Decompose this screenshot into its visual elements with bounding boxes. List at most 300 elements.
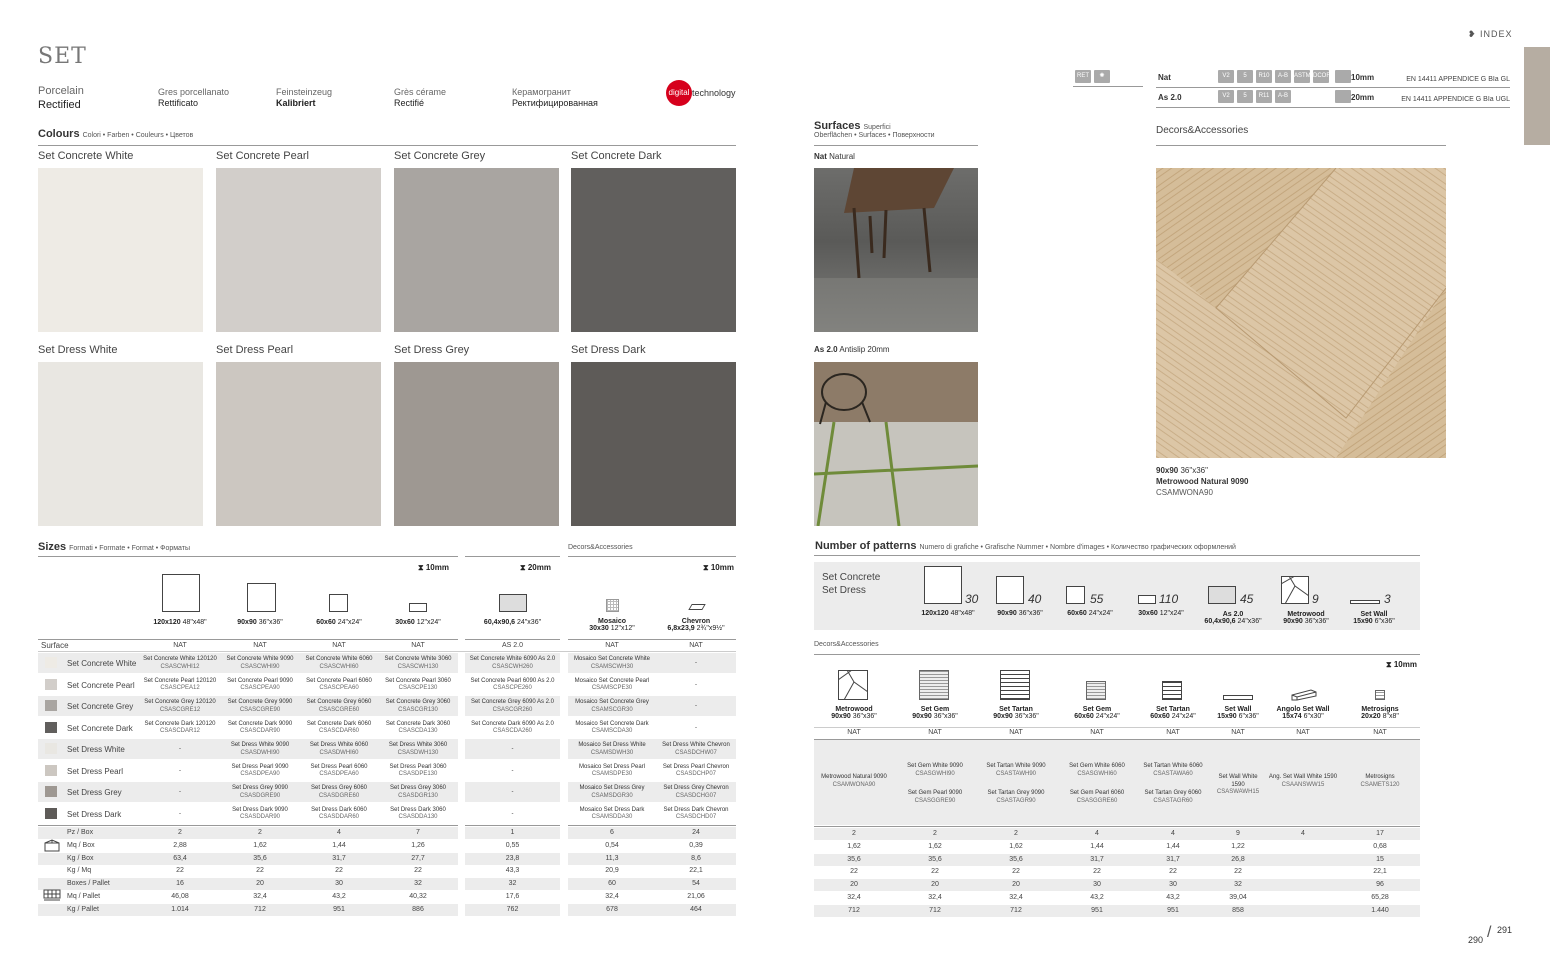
- product-code: CSAMETS120: [1360, 781, 1400, 788]
- product-name: -: [511, 789, 514, 795]
- table-cell: [465, 721, 560, 736]
- colours-heading: [38, 128, 193, 140]
- packing-value: 21,06: [687, 893, 705, 900]
- pattern-format-size: [1203, 618, 1263, 625]
- table-cell: [221, 807, 299, 822]
- swatch-label: Set Dress Pearl: [216, 344, 294, 356]
- packing-value: 32,4: [253, 893, 267, 900]
- product-name: Set Tartan White 9090: [986, 763, 1046, 769]
- packing-value: 32,4: [605, 893, 619, 900]
- acc-code-cell: [895, 790, 975, 805]
- product-name: Set Concrete Grey 9090: [227, 699, 293, 705]
- acc-size: [895, 713, 975, 720]
- acc-code-cell: [814, 774, 894, 789]
- product-code: CSASCGRE90: [239, 706, 281, 713]
- product-name: Set Dress White 6060: [309, 742, 369, 748]
- table-cell: [221, 699, 299, 714]
- acc-size: [1340, 713, 1420, 720]
- product-code: CSASCGR260: [492, 706, 533, 713]
- format-size: [568, 625, 656, 632]
- product-code: CSASCWHI90: [240, 663, 280, 670]
- size-value: 60x60: [1150, 713, 1170, 720]
- packing-value: 678: [606, 905, 618, 913]
- acc-code-cell: [1134, 763, 1212, 778]
- nat-label: Nat: [814, 152, 827, 161]
- acc-code-cell: [1057, 790, 1137, 805]
- size-inch: 48"x48": [950, 610, 975, 617]
- table-cell: [221, 656, 299, 671]
- acc-size: [1265, 713, 1341, 720]
- packing-value: 35,6: [253, 854, 267, 862]
- product-code: CSASCDAR90: [239, 728, 280, 734]
- acc-format-label: [1265, 706, 1341, 720]
- swatch-label: Set Concrete Pearl: [216, 150, 309, 162]
- packing-value: 17,6: [505, 893, 520, 900]
- set-tartan-90-icon: [1000, 670, 1030, 700]
- table-cell: [140, 789, 220, 797]
- side-tab[interactable]: [1524, 47, 1550, 145]
- product-name: Set Concrete White 120120: [143, 656, 217, 662]
- cert-icon: A-B: [1275, 70, 1291, 83]
- acc-surface-cell: NAT: [1296, 729, 1310, 736]
- acc-surface-cell: NAT: [1373, 729, 1387, 736]
- row-name: Set Dress Dark: [67, 809, 122, 819]
- packing-value: 6: [610, 829, 614, 836]
- size-inch: 6"x36": [1374, 618, 1395, 625]
- format-label: [465, 619, 560, 626]
- series-name: Set Dress: [822, 585, 866, 596]
- digital-icon: ✺: [1094, 70, 1110, 83]
- acc-surface-cell: NAT: [1166, 729, 1180, 736]
- format-shape-120x120: [162, 574, 200, 612]
- surface-cell: NAT: [605, 642, 619, 649]
- packing-value: 1.014: [171, 905, 189, 913]
- acc-packing-value: 951: [1091, 906, 1103, 914]
- table-cell: [655, 785, 737, 800]
- size-inch: 36"x36": [852, 713, 877, 720]
- acc-size: [814, 713, 894, 720]
- cert-icon: DCOF: [1313, 70, 1329, 83]
- product-name: Mosaico Set Dress Pearl: [578, 763, 646, 770]
- packing-value: 27,7: [411, 854, 425, 862]
- table-cell: [465, 678, 560, 693]
- packing-value: 16: [176, 880, 184, 888]
- cert-icon: R10: [1256, 70, 1272, 83]
- page-number-right: 291: [1497, 925, 1513, 935]
- format-size-value: 90x90: [237, 619, 257, 626]
- pattern-format-size: [1276, 618, 1336, 625]
- decors-title: Decors&Accessories: [1156, 125, 1249, 136]
- colour-swatch: [38, 168, 203, 332]
- acc-code-cell: [976, 763, 1056, 778]
- product-code: CSASCDAR12: [159, 728, 200, 734]
- product-code: CSASGGRE60: [1076, 797, 1118, 804]
- product-name: Set Concrete Pearl 6090 As 2.0: [470, 677, 555, 684]
- table-cell: [300, 678, 378, 693]
- product-name: -: [695, 660, 697, 666]
- table-cell: [140, 746, 220, 754]
- product-name: Set Gem White 6060: [1069, 763, 1125, 769]
- table-cell: [300, 785, 378, 800]
- product-code: CSASTAWH90: [995, 770, 1036, 777]
- table-cell: [379, 699, 457, 714]
- format-size-inch: 12"x24": [416, 619, 441, 626]
- swatch-label: Set Concrete White: [38, 150, 134, 162]
- format-size-value: 30x60: [395, 619, 415, 626]
- table-cell: [221, 721, 299, 736]
- table-cell: [655, 725, 737, 733]
- packing-value: 0,55: [505, 841, 520, 849]
- colour-chip: [45, 722, 57, 733]
- cert-icon: A-B: [1275, 90, 1291, 103]
- acc-packing-value: 858: [1232, 906, 1244, 914]
- product-name: -: [695, 681, 697, 688]
- product-name: -: [179, 810, 181, 817]
- packing-value: 951: [333, 905, 345, 913]
- product-name: Set Tartan Grey 6060: [1144, 790, 1202, 796]
- packing-value: 22,1: [689, 867, 703, 875]
- product-name: Set Concrete Pearl 120120: [143, 677, 217, 684]
- acc-packing-value: 96: [1376, 881, 1384, 889]
- colour-chip: [45, 786, 57, 797]
- size-value: 15x90: [1353, 618, 1373, 625]
- product-code: CSASCDA260: [492, 728, 533, 734]
- thickness-10mm-decor-label: ⧗ 10mm: [703, 563, 734, 572]
- product-name: -: [695, 724, 697, 731]
- acc-code-cell: [1134, 790, 1212, 805]
- packing-value: 46,08: [171, 893, 189, 900]
- lang-line: Feinsteinzeug: [276, 87, 333, 97]
- packing-value: 1,44: [332, 841, 346, 849]
- product-code: CSASDDAR60: [318, 814, 359, 820]
- acc-surface-cell: NAT: [1231, 729, 1245, 736]
- acc-packing-value: 30: [1093, 881, 1101, 889]
- table-cell: [568, 785, 656, 800]
- product-code: CSAMSCPE30: [591, 685, 633, 691]
- acc-packing-value: 22: [850, 868, 858, 876]
- acc-packing-value: 22,1: [1373, 868, 1387, 876]
- lang-line: Kalibriert: [276, 98, 316, 108]
- packing-value: 32: [508, 880, 517, 888]
- row-name: Set Dress Pearl: [67, 766, 124, 776]
- product-code: CSASWAWH15: [1216, 789, 1260, 795]
- sizes-decors-label: Decors&Accessories: [568, 544, 633, 551]
- acc-code-cell: [1340, 774, 1420, 789]
- packing-value: 43,3: [505, 867, 520, 875]
- metrowood-photo: [1156, 168, 1446, 458]
- pattern-count: 45: [1240, 592, 1254, 606]
- packing-value: 43,2: [332, 893, 346, 900]
- cert-icon: 5: [1237, 70, 1253, 83]
- acc-packing-value: 43,2: [1090, 894, 1104, 901]
- product-name: Set Dress Grey Chevron: [663, 785, 729, 791]
- pattern-format-name: Set Wall: [1360, 611, 1388, 618]
- acc-code-cell: [895, 763, 975, 778]
- format-label: [221, 619, 299, 626]
- table-cell: [655, 682, 737, 690]
- surface-cell: AS 2.0: [501, 642, 523, 649]
- format-size-value: 30x30: [589, 625, 609, 632]
- product-code: CSASCDAR60: [318, 728, 359, 734]
- size-value: 60x60: [1074, 713, 1094, 720]
- format-size-inch: 24"x24": [337, 619, 362, 626]
- pattern-count: 3: [1384, 592, 1391, 606]
- product-name: Set Tartan White 6060: [1143, 763, 1203, 769]
- acc-packing-value: 4: [1095, 830, 1099, 837]
- acc-packing-value: 951: [1167, 906, 1179, 914]
- table-cell: [379, 807, 457, 822]
- table-cell: [568, 764, 656, 779]
- nat-surface-photo: [814, 168, 978, 332]
- acc-decors-label: Decors&Accessories: [814, 641, 879, 648]
- acc-packing-value: 43,2: [1166, 894, 1180, 901]
- product-code: CSASCGRE12: [159, 706, 201, 713]
- thickness-10mm-label: ⧗ 10mm: [418, 563, 449, 572]
- swatch-label: Set Concrete Grey: [394, 150, 486, 162]
- patterns-subtitle: Numero di grafiche • Grafische Nummer • Nombre d'images • Количество графических оформлений: [919, 544, 1236, 551]
- lang-line: Grès cérame: [394, 87, 447, 97]
- size-inch: 36"x36": [1304, 618, 1329, 625]
- product-code: CSASGWHI60: [1077, 770, 1117, 777]
- table-cell: [379, 656, 457, 671]
- cert-thickness: 10mm: [1351, 73, 1375, 82]
- acc-packing-value: 2: [852, 830, 856, 837]
- packing-value: 4: [337, 829, 341, 836]
- product-name: Mosaico Set Concrete Grey: [575, 699, 649, 705]
- product-code: CSASGGRE90: [914, 797, 956, 804]
- table-cell: [465, 811, 560, 819]
- acc-format-label: [895, 706, 975, 720]
- size-value: 90x90: [912, 713, 932, 720]
- acc-packing-value: 4: [1171, 830, 1175, 837]
- colour-swatch: [394, 362, 559, 526]
- acc-name: Set Gem: [920, 706, 950, 713]
- packing-value: 2: [258, 829, 262, 836]
- lang-col-it: [158, 87, 229, 109]
- size-inch: 24"x24": [1171, 713, 1196, 720]
- product-name: Set Dress White 9090: [230, 742, 290, 748]
- swatch-label: Set Concrete Dark: [571, 150, 662, 162]
- page-number-left: 290: [1468, 935, 1484, 945]
- product-name: Set Tartan Grey 9090: [987, 790, 1045, 796]
- pattern-shape-metrowood: [1281, 576, 1309, 604]
- table-cell: [140, 768, 220, 776]
- product-code: CSASDCHP07: [675, 771, 716, 777]
- product-name: Set Gem White 9090: [907, 763, 963, 769]
- product-code: CSASDGRE60: [318, 792, 360, 799]
- thickness-icon: [1335, 90, 1351, 103]
- surfaces-subtitle-2: Oberflächen • Surfaces • Поверхности: [814, 132, 935, 139]
- pattern-shape-3060: [1138, 595, 1156, 604]
- acc-thickness-label: ⧗ 10mm: [1386, 660, 1417, 669]
- table-cell: [655, 742, 737, 757]
- product-name: Set Gem Pearl 9090: [907, 790, 963, 796]
- acc-packing-value: 22: [1234, 868, 1242, 876]
- product-name: Mosaico Set Concrete Pearl: [574, 677, 650, 684]
- acc-format-label: [1134, 706, 1212, 720]
- product-code: CSAANSWW15: [1281, 781, 1325, 788]
- pattern-format: [1131, 610, 1191, 617]
- product-name: Set Dress Pearl Chevron: [662, 763, 730, 770]
- pattern-format: [1276, 611, 1336, 625]
- pattern-format: [990, 610, 1050, 617]
- product-code: CSASTAGR60: [1153, 797, 1193, 804]
- table-cell: [140, 721, 220, 736]
- table-cell: [465, 656, 560, 671]
- patterns-title: Number of patterns: [815, 540, 917, 552]
- thickness-value: 10mm: [425, 563, 449, 572]
- pattern-shape-as: [1208, 586, 1236, 604]
- sizes-heading: [38, 541, 190, 553]
- packing-value: 1,62: [253, 841, 267, 849]
- table-cell: [300, 699, 378, 714]
- surface-header: Surface: [41, 641, 69, 650]
- thickness-value: 10mm: [710, 563, 734, 572]
- page-title: SET: [38, 44, 87, 69]
- product-name: Set Concrete White 3060: [384, 656, 452, 662]
- table-cell: [379, 764, 457, 779]
- acc-format-label: [1212, 706, 1264, 720]
- pattern-shape-60: [1066, 586, 1085, 604]
- product-name: Set Concrete Dark 120120: [144, 720, 216, 727]
- acc-code-cell: [1057, 763, 1137, 778]
- cert-icon: V2: [1218, 70, 1234, 83]
- packing-value: 0,39: [689, 841, 703, 849]
- acc-packing-value: 1,22: [1231, 842, 1245, 850]
- pattern-format: [1060, 610, 1120, 617]
- cert-surface: Nat: [1158, 73, 1171, 82]
- acc-packing-value: 712: [848, 906, 860, 914]
- acc-packing-value: 1,44: [1166, 842, 1180, 850]
- acc-packing-value: 0,68: [1373, 842, 1387, 850]
- surfaces-subtitle: Superfici: [863, 124, 891, 131]
- table-cell: [221, 742, 299, 757]
- index-link[interactable]: ❥ INDEX: [1468, 29, 1513, 39]
- pattern-count: 30: [965, 592, 979, 606]
- ret-icon: RET: [1075, 70, 1091, 83]
- acc-packing-value: 65,28: [1371, 894, 1389, 901]
- pattern-shape-120: [924, 566, 962, 604]
- product-code: CSASCWH130: [397, 663, 439, 670]
- product-name: Set Dress Pearl 3060: [389, 763, 447, 770]
- packing-value: 11,3: [605, 854, 619, 862]
- size-value: 15x90: [1217, 713, 1237, 720]
- decor-name: Metrowood Natural 9090: [1156, 477, 1249, 486]
- format-size-value: 6,8x23,9: [667, 625, 695, 632]
- product-code: CSASCGRE60: [318, 706, 360, 713]
- format-shape-mosaico: [606, 599, 619, 612]
- table-cell: [300, 742, 378, 757]
- acc-packing-value: 1,62: [928, 842, 942, 850]
- table-cell: [655, 764, 737, 779]
- product-code: CSASCPE260: [493, 685, 532, 691]
- acc-packing-value: 2: [1014, 830, 1018, 837]
- acc-name: Metrowood: [835, 706, 873, 713]
- acc-packing-value: 22: [931, 868, 939, 876]
- metrowood-icon: [838, 670, 868, 700]
- swatch-label: Set Dress Grey: [394, 344, 470, 356]
- table-cell: [465, 789, 560, 797]
- format-size-value: 60x60: [316, 619, 336, 626]
- size-inch: 12"x24": [1159, 610, 1184, 617]
- set-wall-icon: [1223, 695, 1253, 700]
- product-name: Ang. Set Wall White 1590: [1268, 774, 1338, 780]
- pattern-format: [918, 610, 978, 617]
- packing-label: Kg / Box: [67, 854, 94, 862]
- pattern-count: 40: [1028, 592, 1042, 606]
- packing-value: 31,7: [332, 854, 346, 862]
- format-label: [300, 619, 378, 626]
- format-size-inch: 24"x36": [517, 619, 542, 626]
- row-name: Set Concrete Pearl: [67, 680, 135, 690]
- table-cell: [221, 764, 299, 779]
- table-cell: [655, 807, 737, 822]
- format-shape-60x60: [329, 594, 348, 612]
- acc-surface-cell: NAT: [847, 729, 861, 736]
- sizes-subtitle: Formati • Formate • Format • Форматы: [69, 545, 191, 552]
- table-cell: [379, 678, 457, 693]
- acc-packing-value: 22: [1169, 868, 1177, 876]
- cert-thickness: 20mm: [1351, 93, 1375, 102]
- product-code: CSASDCHD07: [675, 814, 717, 820]
- product-code: CSASGWHI90: [915, 770, 955, 777]
- product-code: CSASDDAR90: [239, 814, 280, 820]
- packing-value: 22: [176, 867, 184, 875]
- row-name: Set Concrete Dark: [67, 723, 133, 733]
- packing-value: 2: [178, 829, 182, 836]
- product-code: CSASCPEA60: [319, 685, 359, 691]
- set-gem-90-icon: [919, 670, 949, 700]
- packing-value: 63,4: [173, 854, 187, 862]
- size-inch: 8"x8": [1382, 713, 1399, 720]
- product-name: Set Dress White 3060: [388, 742, 448, 748]
- product-name: -: [179, 746, 181, 752]
- colour-chip: [45, 679, 57, 690]
- product-name: Set Concrete Dark 6090 As 2.0: [471, 720, 554, 727]
- lang-col-en: [38, 84, 84, 112]
- patterns-heading: [815, 540, 1236, 552]
- row-name: Set Dress White: [67, 745, 125, 754]
- decor-size: [1156, 466, 1208, 475]
- product-name: Mosaico Set Dress Grey: [579, 785, 645, 791]
- table-cell: [568, 742, 656, 757]
- acc-packing-value: 30: [1169, 881, 1177, 889]
- acc-packing-value: 35,6: [928, 855, 942, 863]
- packing-value: 2,88: [173, 841, 187, 849]
- product-name: Set Concrete Dark 6060: [306, 720, 372, 727]
- packing-value: 22: [414, 867, 422, 875]
- packing-value: 30: [335, 880, 343, 888]
- product-code: CSASCPEA90: [240, 685, 280, 691]
- format-label: [568, 618, 656, 632]
- product-code: CSASCGR130: [398, 706, 438, 713]
- product-code: CSASDGR130: [398, 792, 438, 799]
- product-code: CSASCDA130: [398, 728, 438, 734]
- packing-label: Pz / Box: [67, 829, 94, 836]
- table-cell: [221, 678, 299, 693]
- format-label: [655, 618, 737, 632]
- set-tartan-60-icon: [1162, 681, 1182, 700]
- as-surface-label: [814, 345, 890, 354]
- table-cell: [465, 746, 560, 754]
- colour-swatch: [571, 362, 736, 526]
- lang-line: Ректифицированная: [512, 98, 598, 108]
- pattern-format: [1344, 611, 1404, 625]
- digital-badge: digital: [666, 80, 692, 106]
- acc-surface-cell: NAT: [1009, 729, 1023, 736]
- acc-packing-value: 20: [1012, 881, 1020, 889]
- colour-swatch: [216, 362, 381, 526]
